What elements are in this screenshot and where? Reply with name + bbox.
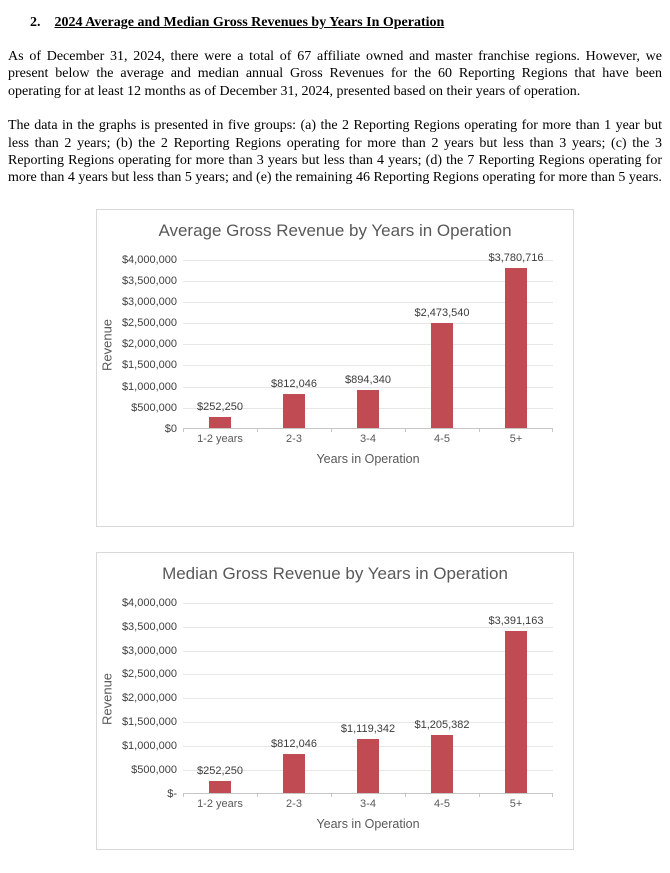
gridline bbox=[183, 651, 553, 652]
y-axis-tick-labels bbox=[117, 253, 183, 435]
x-axis-category-label: 2-3 bbox=[286, 797, 302, 810]
bar-data-label: $812,046 bbox=[271, 738, 317, 751]
x-axis-tick-mark bbox=[183, 428, 184, 432]
y-axis-tick-label: $3,500,000 bbox=[121, 274, 177, 287]
plot-area bbox=[183, 252, 553, 429]
x-axis-tick-mark bbox=[257, 428, 258, 432]
bar bbox=[357, 739, 379, 792]
section-heading bbox=[30, 15, 662, 31]
paragraph-reporting-regions: As of December 31, 2024, there were a total of 67 affiliate owned and master franchise regions. However, we present below the average and median annual Gross Revenues for the 60 Reporting Regions that have been operating for at least 12 months as of December 31, 2024, presented based on their years of operation. bbox=[8, 49, 662, 99]
x-axis-category-label: 5+ bbox=[509, 797, 523, 810]
x-axis-tick-mark bbox=[479, 793, 480, 797]
x-axis-category-label: 1-2 years bbox=[197, 432, 243, 445]
y-axis-title: Revenue bbox=[99, 318, 115, 371]
paragraph-five-groups: The data in the graphs is presented in five groups: (a) the 2 Reporting Regions operating for more than 1 year but less than 2 years; (b) the 2 Reporting Regions operating for more than 2 years but less than 3 years; (c) the 3 Reporting Regions operating for more than 3 years but less than 4 years; (d) the 7 Reporting Regions operating for more than 4 years but less than 5 years; and (e) the remaining 46 Reporting Regions operating for more than 5 years. bbox=[8, 118, 662, 186]
y-axis-tick-label: $3,500,000 bbox=[121, 620, 177, 633]
bar bbox=[357, 390, 379, 428]
y-axis-tick-label: $1,500,000 bbox=[121, 359, 177, 372]
x-axis-tick-mark bbox=[552, 793, 553, 797]
chart-title: Median Gross Revenue by Years in Operation bbox=[162, 563, 508, 583]
bar-data-label: $894,340 bbox=[345, 374, 391, 387]
section-title: 2024 Average and Median Gross Revenues by Years In Operation bbox=[54, 15, 445, 30]
y-axis-tick-label: $2,000,000 bbox=[121, 338, 177, 351]
bar bbox=[209, 417, 231, 428]
gridline bbox=[183, 365, 553, 366]
gridline bbox=[183, 281, 553, 282]
x-axis-tick-mark bbox=[331, 793, 332, 797]
bar-data-label: $812,046 bbox=[271, 377, 317, 390]
plot-area bbox=[183, 603, 553, 794]
gridline bbox=[183, 603, 553, 604]
x-axis-tick-mark bbox=[405, 428, 406, 432]
gridline bbox=[183, 698, 553, 699]
bar-data-label: $1,205,382 bbox=[414, 719, 470, 732]
chart-title: Average Gross Revenue by Years in Operation bbox=[158, 220, 512, 240]
x-axis-category-label: 5+ bbox=[509, 432, 523, 445]
y-axis-tick-label: $1,500,000 bbox=[121, 716, 177, 729]
y-axis-tick-labels bbox=[117, 596, 183, 800]
bar bbox=[505, 268, 527, 428]
y-axis-tick-label: $1,000,000 bbox=[121, 740, 177, 753]
bar-data-label: $252,250 bbox=[197, 401, 243, 414]
x-axis-category-label: 3-4 bbox=[360, 797, 376, 810]
gridline bbox=[183, 387, 553, 388]
bar bbox=[283, 394, 305, 428]
bar bbox=[209, 781, 231, 793]
y-axis-tick-label: $4,000,000 bbox=[121, 253, 177, 266]
y-axis-tick-label: $3,000,000 bbox=[121, 644, 177, 657]
x-axis-category-label: 1-2 years bbox=[197, 797, 243, 810]
x-axis-tick-mark bbox=[479, 428, 480, 432]
y-axis-tick-label: $2,000,000 bbox=[121, 692, 177, 705]
x-axis-category-label: 2-3 bbox=[286, 432, 302, 445]
gridline bbox=[183, 674, 553, 675]
x-axis-category-labels bbox=[183, 798, 553, 810]
bar bbox=[431, 735, 453, 793]
bar-data-label: $252,250 bbox=[197, 764, 243, 777]
bar-data-label: $3,391,163 bbox=[488, 614, 544, 627]
bar-data-label: $1,119,342 bbox=[340, 723, 396, 736]
y-axis-tick-label: $0 bbox=[164, 422, 177, 435]
x-axis-tick-mark bbox=[405, 793, 406, 797]
y-axis-tick-label: $2,500,000 bbox=[121, 668, 177, 681]
x-axis-tick-mark bbox=[331, 428, 332, 432]
y-axis-tick-label: $2,500,000 bbox=[121, 317, 177, 330]
y-axis-tick-label: $4,000,000 bbox=[121, 596, 177, 609]
x-axis-title: Years in Operation bbox=[316, 816, 420, 831]
bar-data-label: $2,473,540 bbox=[414, 307, 470, 320]
y-axis-tick-label: $500,000 bbox=[131, 763, 177, 776]
gridline bbox=[183, 344, 553, 345]
x-axis-category-label: 3-4 bbox=[360, 432, 376, 445]
bar bbox=[283, 754, 305, 793]
y-axis-tick-label: $- bbox=[167, 787, 177, 800]
average-gross-revenue-chart bbox=[96, 209, 574, 527]
x-axis-tick-mark bbox=[552, 428, 553, 432]
gridline bbox=[183, 302, 553, 303]
chart-body bbox=[97, 252, 573, 435]
section-number: 2. bbox=[30, 15, 41, 30]
y-axis-title: Revenue bbox=[99, 672, 115, 725]
bar bbox=[505, 631, 527, 793]
y-axis-tick-label: $3,000,000 bbox=[121, 296, 177, 309]
y-axis-tick-label: $500,000 bbox=[131, 401, 177, 414]
x-axis-tick-mark bbox=[257, 793, 258, 797]
x-axis-title: Years in Operation bbox=[316, 451, 420, 466]
y-axis-tick-label: $1,000,000 bbox=[121, 380, 177, 393]
x-axis-category-label: 4-5 bbox=[434, 797, 450, 810]
x-axis-category-label: 4-5 bbox=[434, 432, 450, 445]
x-axis-tick-mark bbox=[183, 793, 184, 797]
median-gross-revenue-chart bbox=[96, 552, 574, 850]
bar-data-label: $3,780,716 bbox=[488, 252, 544, 265]
x-axis-category-labels bbox=[183, 433, 553, 445]
gridline bbox=[183, 323, 553, 324]
chart-body bbox=[97, 596, 573, 800]
bar bbox=[431, 323, 453, 428]
